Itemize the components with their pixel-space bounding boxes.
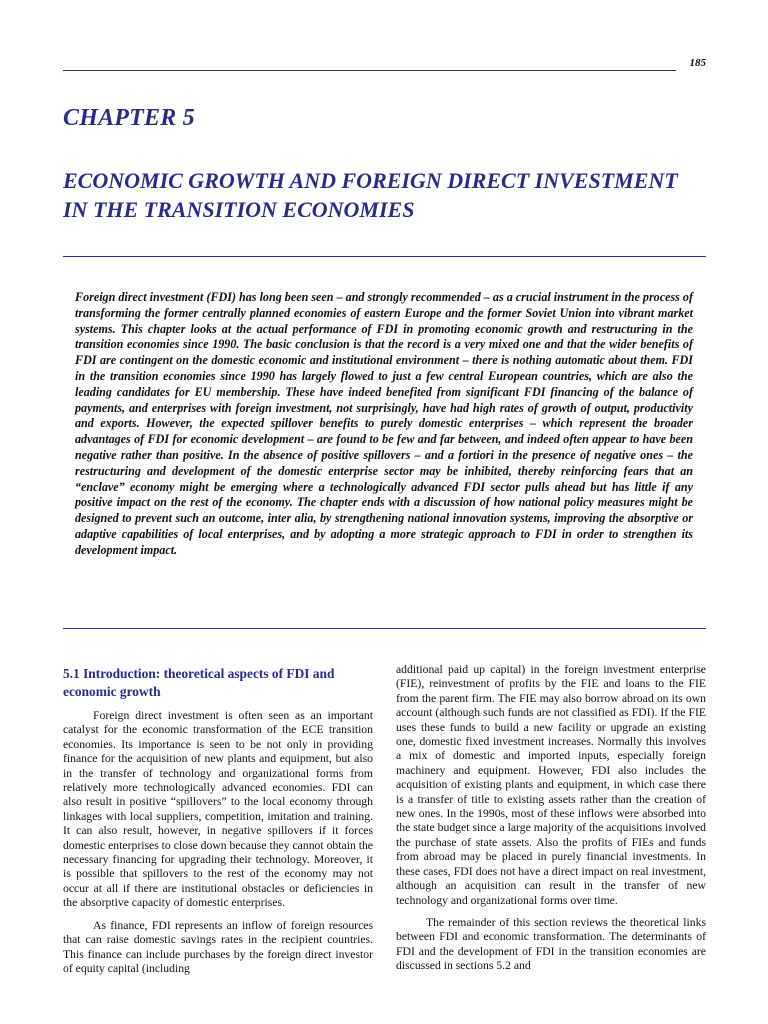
body-paragraph: Foreign direct investment is often seen as an important catalyst for the economic transformation of the ECE transition economies. Its importance is seen to be not only in providing finance for the acquisition of new plants and equipment, but also in the transfer of technology and organizational forms from relatively more technologically advanced economies. FDI can also result in positive “spillovers” to the local economy through linkages with local suppliers, competition, imitation and training. It can also result, however, in negative spillovers if it forces domestic enterprises to close down because they cannot obtain the necessary financing for upgrading their technology. Moreover, it is possible that spillovers to the rest of the economy may not occur at all if there are institutional obstacles or deficiencies in the absorptive capacity of domestic enterprises.	[63, 709, 373, 910]
divider-rule-top	[63, 256, 706, 257]
chapter-abstract: Foreign direct investment (FDI) has long been seen – and strongly recommended – as a crucial instrument in the process of transforming the former centrally planned economies of eastern Europe and the former Soviet Union into vibrant market systems. This chapter looks at the actual performance of FDI in promoting economic growth and restructuring in the transition economies since 1990. The basic conclusion is that the record is a very mixed one and that the wider benefits of FDI are contingent on the domestic economic and institutional environment – there is nothing automatic about them. FDI in the transition economies since 1990 has largely flowed to just a few central European countries, which are also the leading candidates for EU membership. These have indeed benefited from significant FDI financing of the balance of payments, and enterprises with foreign investment, not surprisingly, have had high rates of growth of output, productivity and exports. However, the expected spillover benefits to purely domestic enterprises – which represent the broader advantages of FDI for economic development – are found to be few and far between, and indeed often appear to have been negative rather than positive. In the absence of positive spillovers – and a fortiori in the presence of negative ones – the restructuring and development of the domestic enterprise sector may be inhibited, thereby reinforcing fears that an “enclave” economy might be emerging where a technologically advanced FDI sector pulls ahead but has little if any positive impact on the rest of the economy. The chapter ends with a discussion of how national policy measures might be designed to prevent such an outcome, inter alia, by strengthening national innovation systems, improving the absorptive or adaptive capabilities of local enterprises, and by adopting a more strategic approach to FDI in order to strengthen its development impact.	[75, 290, 693, 557]
body-column-right	[396, 663, 706, 982]
page-number: 185	[689, 57, 706, 69]
divider-rule-bottom	[63, 628, 706, 629]
body-column-left	[63, 663, 373, 984]
body-paragraph: additional paid up capital) in the foreign investment enterprise (FIE), reinvestment of profits by the FIE and loans to the FIE from the parent firm. The FIE may also borrow abroad on its own account (although such funds are not classified as FDI). If the FIE uses these funds to build a new facility or upgrade an existing one, domestic fixed investment increases. Normally this involves a mix of domestic and imported inputs, especially foreign machinery and equipment. However, FDI also includes the acquisition of existing plants and equipment, in which case there is a transfer of title to existing assets rather than the creation of new ones. In the 1990s, most of these inflows were absorbed into the state budget since a large majority of the acquisitions involved the purchase of state assets. Also the profits of FIEs and funds from abroad may be placed in purely financial investments. In these cases, FDI does not have a direct impact on real investment, although an acquisition can result in the transfer of new technology and organizational forms over time.	[396, 663, 706, 907]
chapter-label: CHAPTER 5	[63, 105, 195, 131]
header-rule	[63, 70, 676, 71]
body-paragraph: The remainder of this section reviews the theoretical links between FDI and economic transformation. The determinants of FDI and the development of FDI in the transition economies are discussed in sections 5.2 and	[396, 915, 706, 973]
page-header	[63, 57, 706, 73]
section-heading: 5.1 Introduction: theoretical aspects of FDI and economic growth	[63, 666, 335, 699]
body-paragraph: As finance, FDI represents an inflow of foreign resources that can raise domestic savings rates in the recipient countries. This finance can include purchases by the foreign direct investor of equity capital (including	[63, 918, 373, 975]
chapter-title: ECONOMIC GROWTH AND FOREIGN DIRECT INVESTMENT IN THE TRANSITION ECONOMIES	[63, 168, 678, 222]
